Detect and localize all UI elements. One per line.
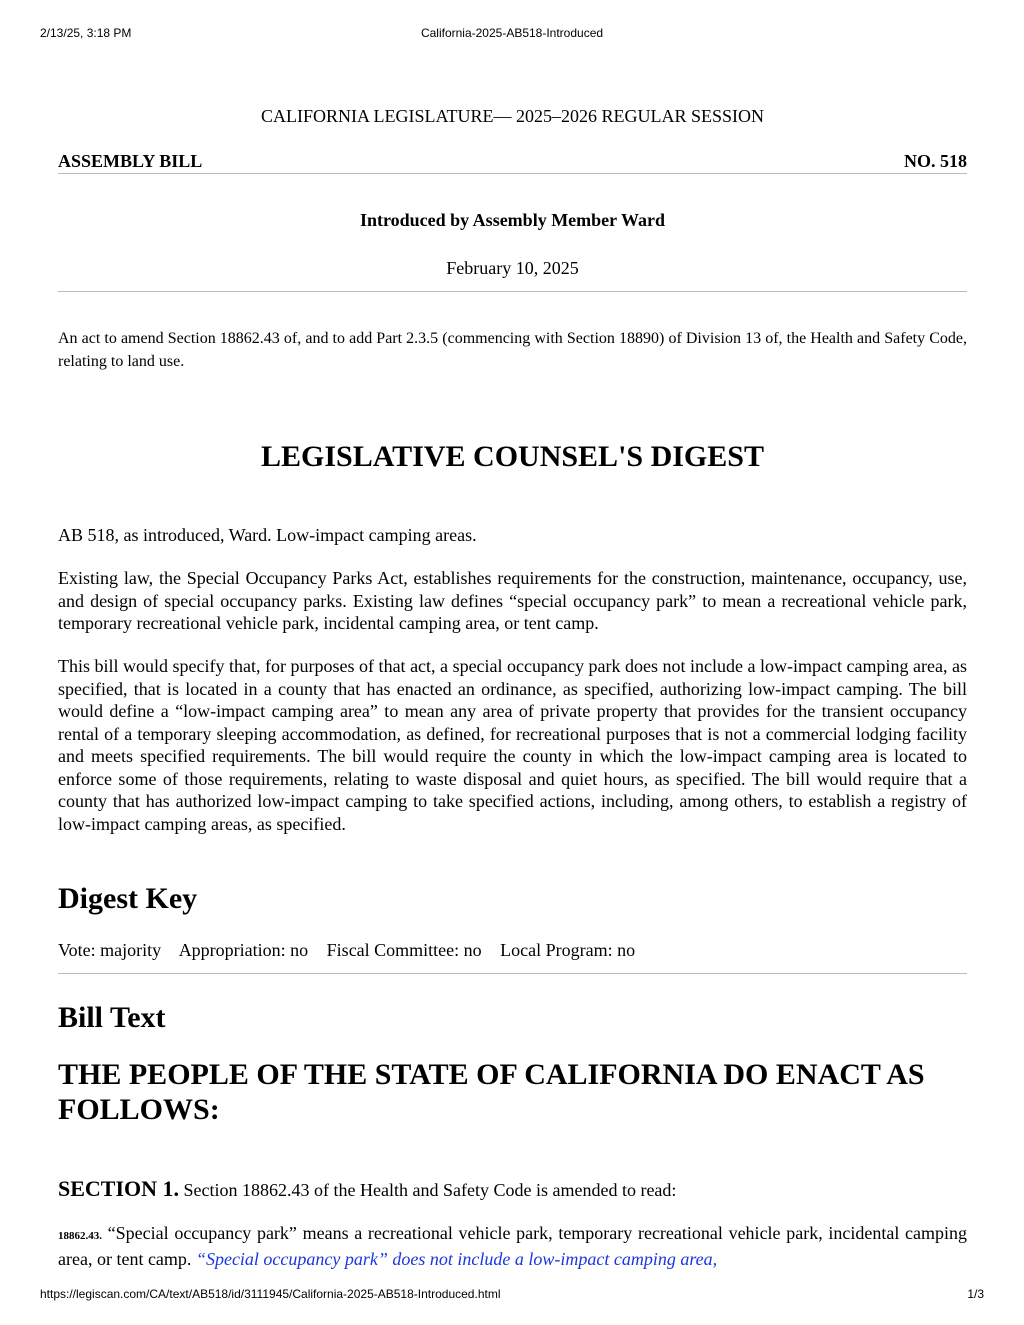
source-url: https://legiscan.com/CA/text/AB518/id/3111945/California-2025-AB518-Introduced.html (40, 1287, 501, 1301)
print-datetime: 2/13/25, 3:18 PM (40, 26, 132, 40)
bill-number: NO. 518 (904, 151, 967, 171)
bill-id-row (58, 151, 967, 174)
print-header (40, 26, 984, 42)
digest-summary: AB 518, as introduced, Ward. Low-impact camping areas. (58, 525, 477, 545)
divider (58, 973, 967, 974)
session-heading: CALIFORNIA LEGISLATURE— 2025–2026 REGULAR SESSION (260, 106, 764, 126)
introduced-date: February 10, 2025 (446, 258, 579, 278)
code-section-text (58, 1222, 967, 1270)
digest-paragraph: This bill would specify that, for purposes of that act, a special occupancy park does not include a low-impact camping area, as specified, that is located in a county that has enacted an ordinance, as specified, authorizing low-impact camping. The bill would define a “low-impact camping area” to mean any area of private property that provides for the transient occupancy rental of a temporary sleeping accommodation, as defined, for recreational purposes that is not a commercial lodging facility and meets specified requirements. The bill would require the county in which the low-impact camping area is located to enforce some of those requirements, relating to waste disposal and quiet hours, as specified. The bill would require that a county that has authorized low-impact camping to take specified actions, including, among others, to establish a registry of low-impact camping areas, as specified. (58, 656, 967, 834)
print-footer (40, 1287, 984, 1303)
digest-heading: LEGISLATIVE COUNSEL'S DIGEST (261, 440, 764, 473)
introduced-by: Introduced by Assembly Member Ward (359, 210, 666, 230)
divider (58, 291, 967, 292)
appropriation-value: Appropriation: no (178, 940, 309, 960)
section-intro: Section 18862.43 of the Health and Safety Code is amended to read: (179, 1180, 677, 1200)
digest-paragraph: Existing law, the Special Occupancy Parks Act, establishes requirements for the construction, maintenance, occupancy, use, and design of special occupancy parks. Existing law defines “special occupancy park” to mean a recreational vehicle park, temporary recreational vehicle park, incidental camping area, or tent camp. (58, 568, 967, 633)
amendment-text: “Special occupancy park” does not include a low-impact camping area, (195, 1248, 718, 1269)
bill-text-heading: Bill Text (58, 1001, 166, 1034)
code-section-number: 18862.43. (58, 1230, 102, 1242)
digest-key-values (58, 940, 967, 961)
print-title: California-2025-AB518-Introduced (420, 26, 604, 40)
act-title: An act to amend Section 18862.43 of, and to add Part 2.3.5 (commencing with Section 18890) of Division 13 of, the Health and Safety Code, relating to land use. (58, 330, 967, 370)
fiscal-committee-value: Fiscal Committee: no (326, 940, 482, 960)
code-text: “Special occupancy park” means a recreational vehicle park, temporary recreational vehicle park, incidental camping area, or tent camp. (58, 1223, 967, 1269)
vote-value: Vote: majority (58, 940, 162, 960)
section-heading (58, 1176, 967, 1202)
page-number: 1/3 (967, 1287, 984, 1301)
local-program-value: Local Program: no (500, 940, 636, 960)
digest-key-heading: Digest Key (58, 882, 198, 915)
section-label: SECTION 1. (58, 1176, 180, 1201)
enacting-clause: THE PEOPLE OF THE STATE OF CALIFORNIA DO ENACT AS FOLLOWS: (58, 1058, 925, 1126)
bill-type: ASSEMBLY BILL (58, 151, 203, 171)
